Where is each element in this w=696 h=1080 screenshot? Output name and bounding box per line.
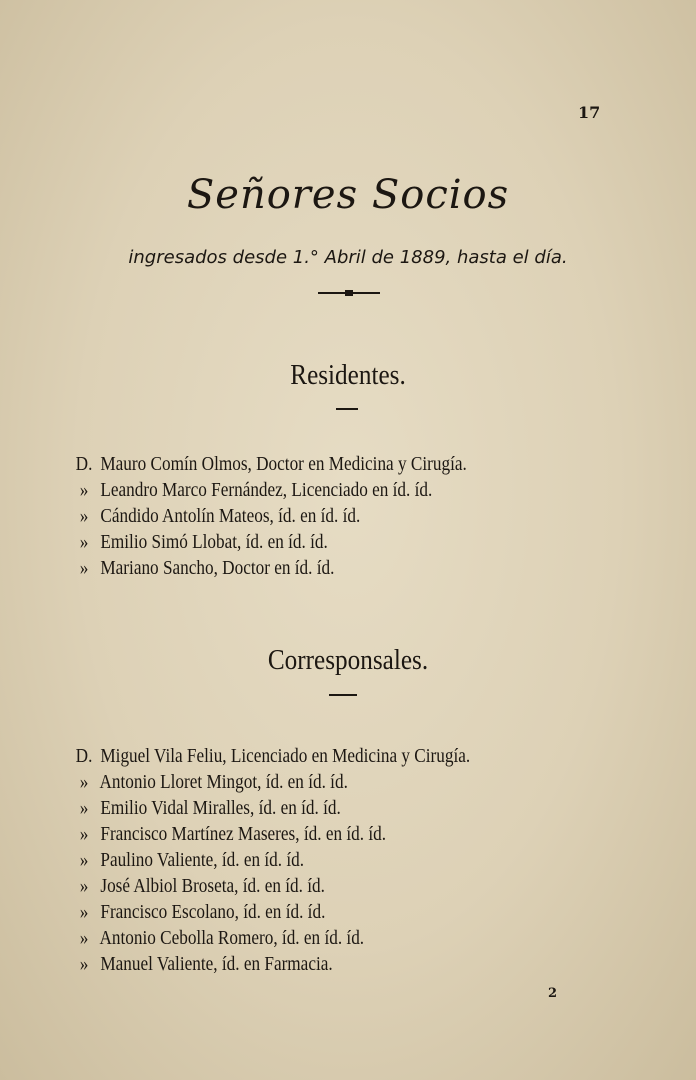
section-heading-corresponsales: Corresponsales.	[267, 645, 429, 676]
list-prefix: »	[79, 875, 89, 897]
list-item	[72, 503, 467, 529]
list-prefix: »	[79, 557, 89, 579]
list-prefix: »	[79, 823, 89, 845]
section-rule-corresponsales	[329, 694, 357, 696]
list-item	[72, 529, 467, 555]
member-text: Emilio Vidal Miralles, íd. en íd. íd.	[100, 797, 341, 819]
member-text: José Albiol Broseta, íd. en íd. íd.	[100, 875, 325, 897]
list-item	[72, 925, 470, 951]
list-item	[72, 847, 470, 873]
list-item	[72, 451, 467, 477]
member-list-corresponsales	[72, 743, 535, 977]
signature-mark: 2	[548, 986, 558, 1001]
member-text: Francisco Escolano, íd. en íd. íd.	[100, 901, 326, 923]
member-list-residentes	[72, 451, 531, 581]
list-prefix: »	[79, 927, 89, 949]
member-text: Antonio Lloret Mingot, íd. en íd. íd.	[99, 771, 348, 793]
list-prefix: D.	[75, 745, 93, 767]
member-text: Paulino Valiente, íd. en íd. íd.	[100, 849, 305, 871]
member-text: Manuel Valiente, íd. en Farmacia.	[100, 953, 333, 975]
member-text: Mauro Comín Olmos, Doctor en Medicina y Cirugía.	[100, 453, 467, 475]
list-prefix: »	[79, 505, 89, 527]
list-item	[72, 769, 470, 795]
section-rule-residentes	[336, 408, 358, 410]
member-text: Leandro Marco Fernández, Licenciado en íd. íd.	[100, 479, 433, 501]
page-subtitle: ingresados desde 1.° Abril de 1889, hasta el día.	[128, 247, 568, 268]
page-number: 17	[578, 103, 601, 122]
list-prefix: »	[79, 953, 89, 975]
list-prefix: »	[79, 771, 89, 793]
page-title: Señores Socios	[186, 172, 510, 218]
list-item	[72, 477, 467, 503]
member-text: Antonio Cebolla Romero, íd. en íd. íd.	[99, 927, 365, 949]
list-prefix: »	[79, 531, 89, 553]
list-item	[72, 821, 470, 847]
member-text: Emilio Simó Llobat, íd. en íd. íd.	[100, 531, 328, 553]
list-item	[72, 555, 467, 581]
list-item	[72, 743, 470, 769]
list-prefix: »	[79, 849, 89, 871]
list-item	[72, 873, 470, 899]
list-prefix: D.	[75, 453, 93, 475]
member-text: Mariano Sancho, Doctor en íd. íd.	[100, 557, 335, 579]
member-text: Francisco Martínez Maseres, íd. en íd. íd.	[100, 823, 387, 845]
section-heading-residentes: Residentes.	[290, 360, 406, 391]
list-prefix: »	[79, 479, 89, 501]
member-text: Cándido Antolín Mateos, íd. en íd. íd.	[100, 505, 361, 527]
member-text: Miguel Vila Feliu, Licenciado en Medicina y Cirugía.	[100, 745, 471, 767]
title-ornament-dot	[345, 290, 353, 296]
list-item	[72, 951, 470, 977]
list-item	[72, 795, 470, 821]
list-item	[72, 899, 470, 925]
list-prefix: »	[79, 901, 89, 923]
list-prefix: »	[79, 797, 89, 819]
